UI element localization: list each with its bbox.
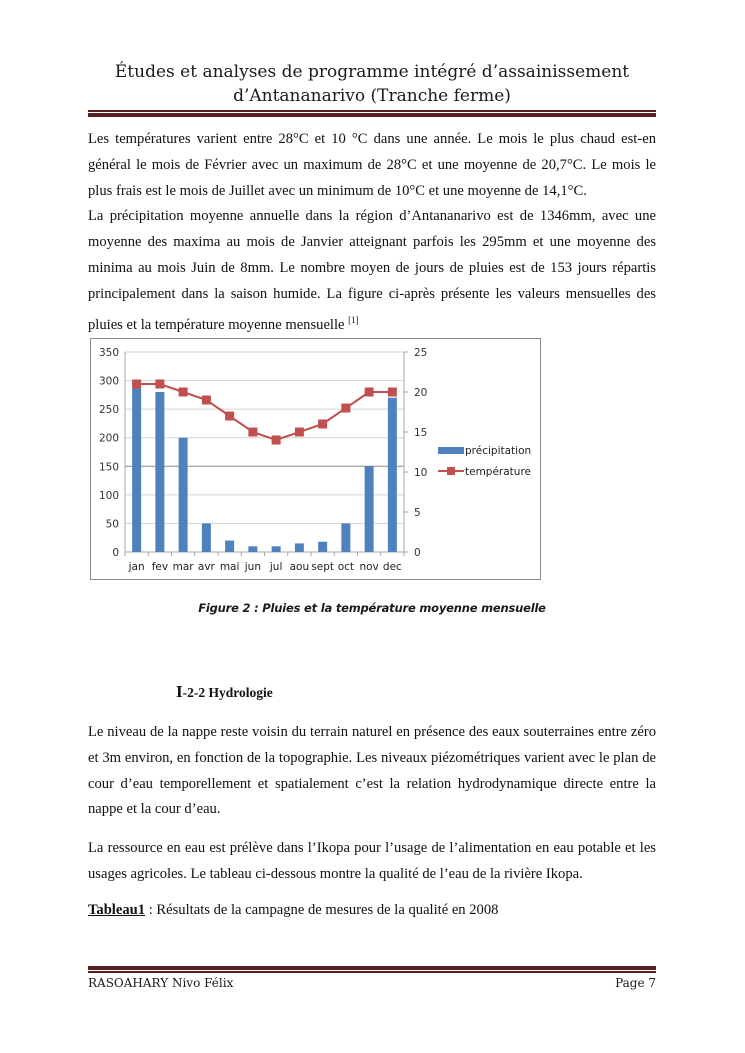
x-axis-label: oct <box>337 561 355 573</box>
temperature-marker <box>248 428 257 437</box>
precipitation-text: La précipitation moyenne annuelle dans la région d’Antananarivo est de 1346mm, avec une moyenne des maxima au mois de Janvier atteignant parfois les 295mm et une moyenne des minima au mois Juin de 8mm. Le nombre moyen de jours de pluies est de 153 jours répartis principalement dans la saison humide. La figure ci-après présente les valeurs mensuelles des pluies et la température moyenne mensuelle <box>88 208 656 333</box>
header-rule-thin <box>88 110 656 112</box>
footer-rule-thin <box>88 971 656 973</box>
temperature-paragraph: Les températures varient entre 28°C et 10 °C dans une année. Le mois le plus chaud est-en général le mois de Février avec un maximum de 28°C et une moyenne de 20,7°C. Le mois le plus frais est le mois de Juillet avec un minimum de 10°C et une moyenne de 14,1°C. <box>88 131 656 199</box>
temperature-marker <box>341 404 350 413</box>
temperature-line <box>137 384 393 440</box>
left-axis-tick: 100 <box>98 489 119 502</box>
x-axis-label: mar <box>172 561 194 573</box>
left-axis-tick: 250 <box>98 404 119 417</box>
table-caption-text: : Résultats de la campagne de mesures de la qualité en 2008 <box>145 902 499 918</box>
temperature-marker <box>365 388 374 397</box>
climate-paragraphs <box>88 127 656 338</box>
climate-chart <box>90 338 541 580</box>
right-axis-tick: 20 <box>414 387 428 399</box>
precipitation-bar <box>248 546 257 552</box>
left-axis-tick: 200 <box>98 432 119 445</box>
left-axis-tick: 0 <box>112 547 119 559</box>
x-axis-label: dec <box>382 561 402 573</box>
footer-rule-thick <box>88 966 656 970</box>
precipitation-bar <box>341 523 350 552</box>
legend-precipitation-swatch <box>438 447 464 454</box>
header-title-line-2: d’Antananarivo (Tranche ferme) <box>233 86 511 106</box>
section-heading-hydrologie <box>176 682 273 702</box>
temperature-marker <box>295 428 304 437</box>
left-axis-tick: 350 <box>98 347 119 359</box>
left-axis-tick: 300 <box>98 375 119 388</box>
legend-temperature-marker <box>447 467 455 475</box>
x-axis-label: sept <box>311 561 334 573</box>
precipitation-bar <box>179 438 188 552</box>
temperature-marker <box>318 420 327 429</box>
hydrology-text-2: La ressource en eau est prélève dans l’Ikopa pour l’usage de l’alimentation en eau potable et les usages agricoles. Le tableau ci-dessous montre la qualité de l’eau de la rivière Ikopa. <box>88 840 656 882</box>
header-rule-thick <box>88 113 656 117</box>
reference-marker: [1] <box>348 314 359 325</box>
hydrology-text-1: Le niveau de la nappe reste voisin du terrain naturel en présence des eaux souterraines entre zéro et 3m environ, en fonction de la topographie. Les niveaux piézométriques varient avec le plan de cour d’eau temporellement et spatialement c’est la relation hydrodynamique directe entre la nappe et la cour d’eau. <box>88 724 656 818</box>
combo-chart-svg <box>91 339 542 581</box>
footer-author: RASOAHARY Nivo Félix <box>88 976 234 990</box>
right-axis-tick: 15 <box>414 427 428 439</box>
x-axis-label: mai <box>219 561 240 573</box>
legend-temperature-label: température <box>465 466 531 478</box>
right-axis-tick: 10 <box>414 467 428 479</box>
hydrology-paragraph-2 <box>88 836 656 888</box>
temperature-marker <box>202 396 211 405</box>
precipitation-paragraph <box>88 204 656 338</box>
right-axis-tick: 0 <box>414 547 421 559</box>
x-axis-label: jul <box>269 561 283 573</box>
precipitation-bar <box>272 546 281 552</box>
figure-caption: Figure 2 : Pluies et la température moyenne mensuelle <box>198 601 546 615</box>
x-axis-label: aou <box>289 561 310 573</box>
section-number: I <box>176 682 183 701</box>
precipitation-bar <box>388 398 397 552</box>
left-axis-tick: 50 <box>105 518 119 531</box>
right-axis-tick: 25 <box>414 347 428 359</box>
precipitation-bar <box>225 541 234 552</box>
x-axis-label: jan <box>128 561 145 573</box>
temperature-marker <box>225 412 234 421</box>
temperature-marker <box>272 436 281 445</box>
x-axis-label: fev <box>151 561 169 573</box>
page-header-title <box>88 60 656 108</box>
precipitation-bar <box>295 543 304 552</box>
temperature-marker <box>155 380 164 389</box>
precipitation-bar <box>318 542 327 552</box>
header-title-line-1: Études et analyses de programme intégré d’assainissement <box>114 62 630 82</box>
right-axis-tick: 5 <box>414 507 421 519</box>
temperature-marker <box>132 380 141 389</box>
x-axis-label: nov <box>359 561 379 573</box>
x-axis-label: jun <box>244 561 261 573</box>
legend-precipitation-label: précipitation <box>465 445 532 457</box>
precipitation-bar <box>202 523 211 552</box>
temperature-marker <box>179 388 188 397</box>
table-label: Tableau1 <box>88 902 146 918</box>
precipitation-bar <box>132 386 141 552</box>
section-title: -2-2 Hydrologie <box>182 685 273 700</box>
hydrology-paragraph-1 <box>88 720 656 823</box>
precipitation-bar <box>365 466 374 552</box>
table-caption <box>88 902 498 919</box>
temperature-marker <box>388 388 397 397</box>
footer-page-number: Page 7 <box>615 976 656 990</box>
left-axis-tick: 150 <box>98 461 119 474</box>
precipitation-bar <box>155 392 164 552</box>
x-axis-label: avr <box>197 561 215 573</box>
